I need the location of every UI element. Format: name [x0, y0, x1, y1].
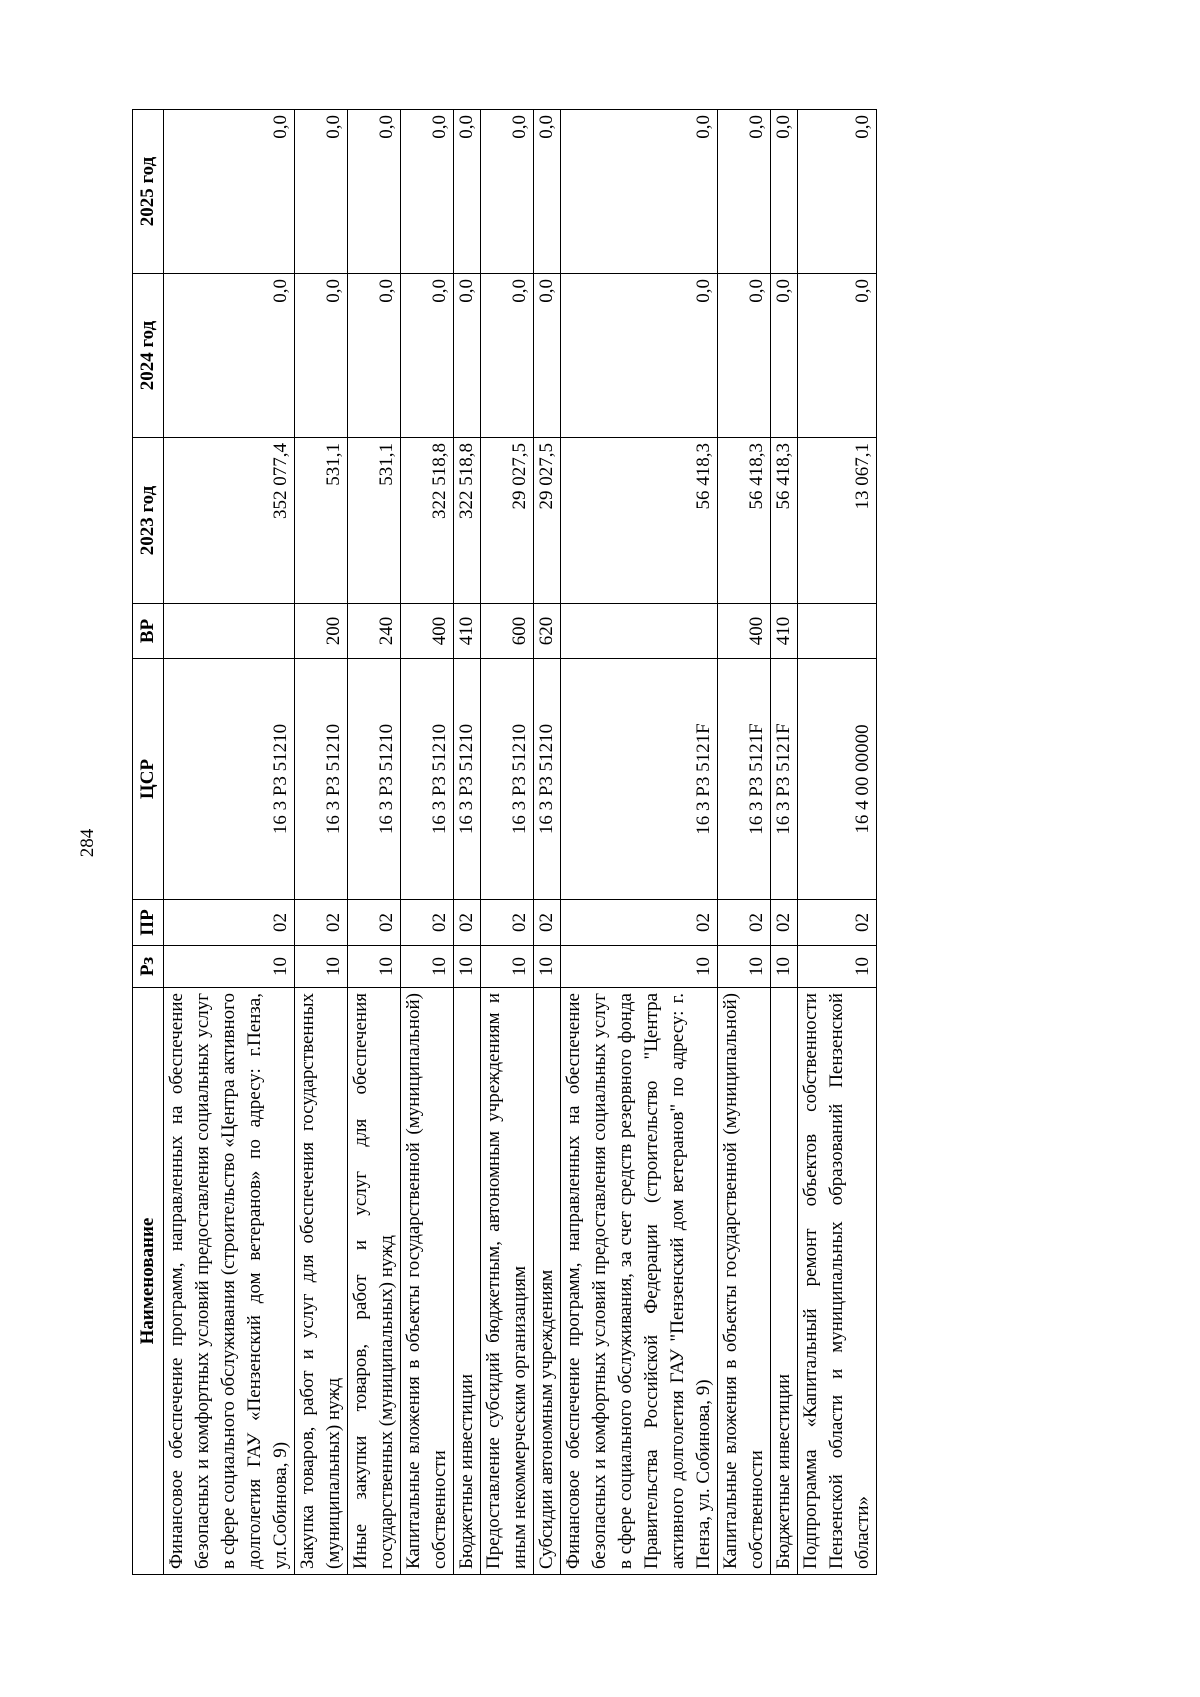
table-row: [534, 110, 561, 1575]
row-rz: 10: [164, 946, 295, 988]
header-rz: Рз: [133, 946, 164, 988]
row-name: Финансовое обеспечение программ, направленных на обеспечение безопасных и комфортных условий предоставления социальных услуг в сфере социального обслуживания (строительство «Центра активного долголетия ГАУ «Пензенский дом ветеранов» по адресу: г.Пенза, ул.Собинова, 9): [164, 988, 295, 1575]
row-2023: 56 418,3: [561, 438, 718, 604]
header-pr: ПР: [133, 900, 164, 946]
row-pr: 02: [401, 900, 454, 946]
row-rz: 10: [481, 946, 534, 988]
row-csr: 16 3 Р3 51210: [295, 659, 348, 900]
row-name: Закупка товаров, работ и услуг для обеспечения государственных (муниципальных) нужд: [295, 988, 348, 1575]
row-2023: 29 027,5: [481, 438, 534, 604]
row-2024: 0,0: [454, 274, 481, 438]
row-2023: 29 027,5: [534, 438, 561, 604]
table-row: [561, 110, 718, 1575]
row-2025: 0,0: [164, 110, 295, 274]
row-2024: 0,0: [348, 274, 401, 438]
table-row: [798, 110, 877, 1575]
page-number: 284: [77, 828, 98, 858]
table-row: [401, 110, 454, 1575]
row-2023: 322 518,8: [401, 438, 454, 604]
row-vr: 410: [454, 604, 481, 659]
row-vr: [798, 604, 877, 659]
row-2023: 322 518,8: [454, 438, 481, 604]
row-vr: [164, 604, 295, 659]
row-pr: 02: [295, 900, 348, 946]
row-2024: 0,0: [401, 274, 454, 438]
row-csr: 16 3 Р3 51210: [401, 659, 454, 900]
row-name: Подпрограмма «Капитальный ремонт объектов собственности Пензенской области и муниципальных образований Пензенской области»: [798, 988, 877, 1575]
row-pr: 02: [164, 900, 295, 946]
row-rz: 10: [534, 946, 561, 988]
row-2025: 0,0: [534, 110, 561, 274]
row-2024: 0,0: [718, 274, 771, 438]
row-vr: [561, 604, 718, 659]
row-2025: 0,0: [401, 110, 454, 274]
row-2025: 0,0: [481, 110, 534, 274]
row-2024: 0,0: [164, 274, 295, 438]
row-2025: 0,0: [561, 110, 718, 274]
row-2025: 0,0: [798, 110, 877, 274]
row-2023: 56 418,3: [718, 438, 771, 604]
row-csr: 16 3 Р3 51210: [348, 659, 401, 900]
row-2023: 531,1: [295, 438, 348, 604]
row-rz: 10: [401, 946, 454, 988]
table-row: [481, 110, 534, 1575]
row-rz: 10: [798, 946, 877, 988]
row-name: Предоставление субсидий бюджетным, автономным учреждениям и иным некоммерческим организациям: [481, 988, 534, 1575]
header-vr: ВР: [133, 604, 164, 659]
table-row: [771, 110, 798, 1575]
row-rz: 10: [561, 946, 718, 988]
row-2024: 0,0: [534, 274, 561, 438]
row-rz: 10: [348, 946, 401, 988]
row-vr: 200: [295, 604, 348, 659]
row-csr: 16 3 Р3 51210: [481, 659, 534, 900]
header-2024: 2024 год: [133, 274, 164, 438]
table-row: [348, 110, 401, 1575]
row-csr: 16 3 Р3 51210: [534, 659, 561, 900]
row-name: Бюджетные инвестиции: [454, 988, 481, 1575]
row-2024: 0,0: [561, 274, 718, 438]
row-csr: 16 4 00 00000: [798, 659, 877, 900]
row-name: Капитальные вложения в объекты государственной (муниципальной) собственности: [401, 988, 454, 1575]
header-2023: 2023 год: [133, 438, 164, 604]
table-row: [164, 110, 295, 1575]
row-pr: 02: [561, 900, 718, 946]
row-pr: 02: [348, 900, 401, 946]
row-csr: 16 3 Р3 5121F: [771, 659, 798, 900]
row-2025: 0,0: [718, 110, 771, 274]
row-vr: 400: [718, 604, 771, 659]
table-row: [718, 110, 771, 1575]
header-2025: 2025 год: [133, 110, 164, 274]
row-pr: 02: [718, 900, 771, 946]
row-2025: 0,0: [454, 110, 481, 274]
row-2023: 13 067,1: [798, 438, 877, 604]
rotated-table-container: [132, 110, 988, 1575]
row-name: Финансовое обеспечение программ, направленных на обеспечение безопасных и комфортных условий предоставления социальных услуг в сфере социального обслуживания, за счет средств резервного фонда Правительства Российской Федерации (строительство "Центра активного долголетия ГАУ "Пензенский дом ветеранов" по адресу: г. Пенза, ул. Собинова, 9): [561, 988, 718, 1575]
row-2024: 0,0: [771, 274, 798, 438]
row-name: Бюджетные инвестиции: [771, 988, 798, 1575]
row-pr: 02: [771, 900, 798, 946]
row-2024: 0,0: [295, 274, 348, 438]
table-header-row: [133, 110, 164, 1575]
row-pr: 02: [534, 900, 561, 946]
row-2023: 56 418,3: [771, 438, 798, 604]
row-csr: 16 3 Р3 51210: [164, 659, 295, 900]
row-2025: 0,0: [295, 110, 348, 274]
row-vr: 410: [771, 604, 798, 659]
row-rz: 10: [454, 946, 481, 988]
row-2023: 352 077,4: [164, 438, 295, 604]
row-2025: 0,0: [348, 110, 401, 274]
row-vr: 600: [481, 604, 534, 659]
budget-table: [132, 109, 877, 1575]
row-pr: 02: [798, 900, 877, 946]
row-csr: 16 3 Р3 51210: [454, 659, 481, 900]
row-vr: 400: [401, 604, 454, 659]
row-rz: 10: [718, 946, 771, 988]
table-row: [295, 110, 348, 1575]
row-pr: 02: [481, 900, 534, 946]
header-csr: ЦСР: [133, 659, 164, 900]
row-name: Капитальные вложения в объекты государственной (муниципальной) собственности: [718, 988, 771, 1575]
header-name: Наименование: [133, 988, 164, 1575]
row-vr: 240: [348, 604, 401, 659]
row-2024: 0,0: [481, 274, 534, 438]
row-rz: 10: [295, 946, 348, 988]
row-vr: 620: [534, 604, 561, 659]
row-name: Субсидии автономным учреждениям: [534, 988, 561, 1575]
row-2023: 531,1: [348, 438, 401, 604]
row-rz: 10: [771, 946, 798, 988]
row-csr: 16 3 Р3 5121F: [718, 659, 771, 900]
row-2025: 0,0: [771, 110, 798, 274]
row-name: Иные закупки товаров, работ и услуг для обеспечения государственных (муниципальных) нужд: [348, 988, 401, 1575]
row-pr: 02: [454, 900, 481, 946]
row-2024: 0,0: [798, 274, 877, 438]
row-csr: 16 3 Р3 5121F: [561, 659, 718, 900]
table-row: [454, 110, 481, 1575]
